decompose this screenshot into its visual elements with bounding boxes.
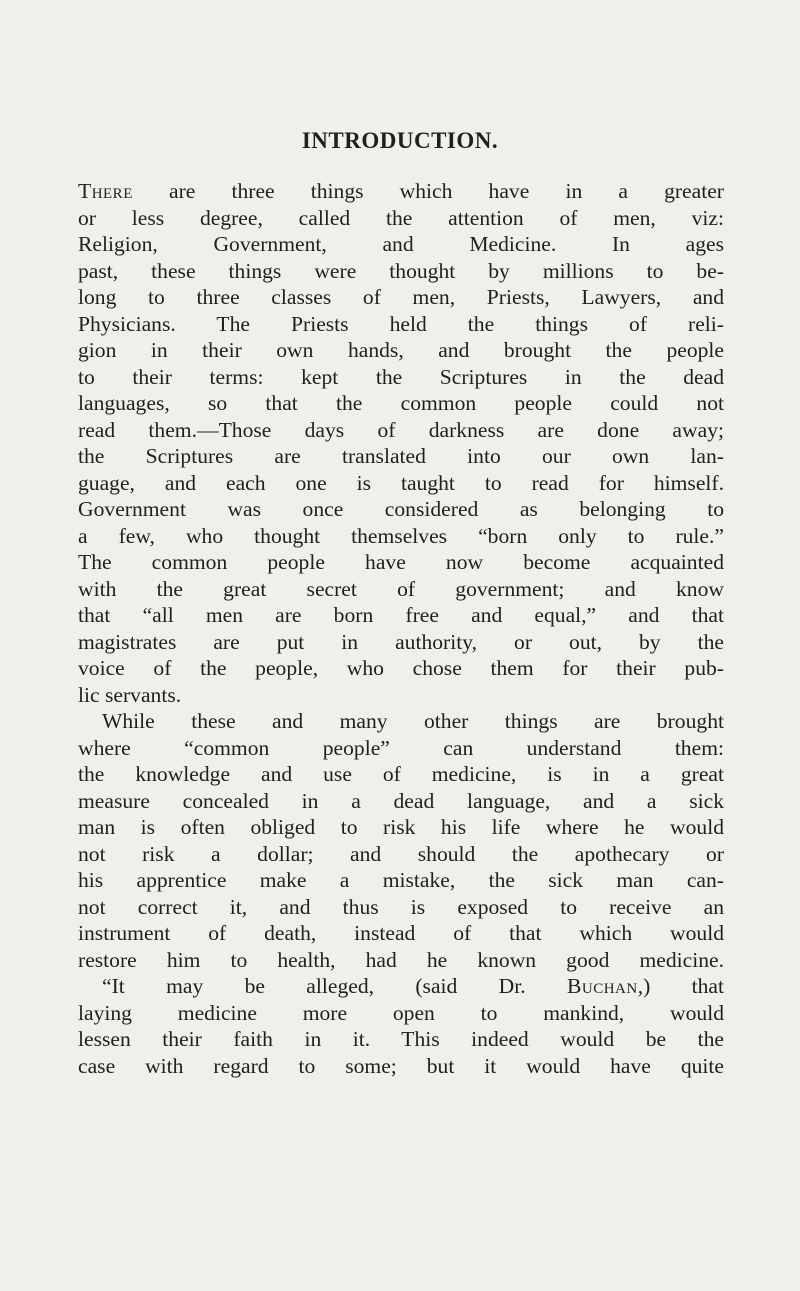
text-line-34: case with regard to some; but it would have quite bbox=[78, 1053, 724, 1078]
text-line-7: gion in their own hands, and brought the people bbox=[78, 338, 724, 362]
text-line-13: Government was once considered as belonging to bbox=[78, 497, 724, 521]
text-line-14: a few, who thought themselves “born only to rule.” bbox=[78, 523, 724, 548]
text-line-22: where “common people” can understand them: bbox=[78, 735, 724, 760]
text-line-2: or less degree, called the attention of men, viz: bbox=[78, 205, 724, 230]
text-line-21: While these and many other things are brought bbox=[102, 709, 724, 733]
drop-word: There bbox=[78, 179, 133, 203]
author-name: Buchan bbox=[566, 974, 638, 998]
text-line-11: the Scriptures are translated into our own lan- bbox=[78, 444, 724, 468]
text-line-26: not risk a dollar; and should the apothecary or bbox=[78, 841, 724, 866]
text-line-25: man is often obliged to risk his life where he would bbox=[78, 815, 724, 839]
text-line-23: the knowledge and use of medicine, is in a great bbox=[78, 762, 724, 786]
text-line-10: read them.—Those days of darkness are done away; bbox=[78, 417, 724, 442]
text-line-32: laying medicine more open to mankind, would bbox=[78, 1000, 724, 1025]
text-line-6: Physicians. The Priests held the things of reli- bbox=[78, 311, 724, 336]
text-line-31: “It may be alleged, (said Dr. Buchan,) that bbox=[102, 974, 724, 998]
text-line-30: restore him to health, had he known good medicine. bbox=[78, 947, 724, 972]
text-line-18: magistrates are put in authority, or out, by the bbox=[78, 629, 724, 654]
text-line-5: long to three classes of men, Priests, Lawyers, and bbox=[78, 285, 724, 309]
text-line-15: The common people have now become acquainted bbox=[78, 550, 724, 574]
text-line-20: lic servants. bbox=[78, 682, 182, 707]
text-line-28: not correct it, and thus is exposed to receive an bbox=[78, 894, 724, 919]
text-line-4: past, these things were thought by millions to be- bbox=[78, 258, 724, 283]
text-line-3: Religion, Government, and Medicine. In ages bbox=[78, 232, 724, 256]
text-line-27: his apprentice make a mistake, the sick man can- bbox=[78, 868, 724, 892]
text-line-33: lessen their faith in it. This indeed would be the bbox=[78, 1027, 724, 1051]
text-line-8: to their terms: kept the Scriptures in the dead bbox=[78, 364, 724, 389]
text-line-29: instrument of death, instead of that which would bbox=[78, 921, 724, 945]
page-heading: INTRODUCTION. bbox=[301, 128, 499, 153]
text-line-12: guage, and each one is taught to read for himself. bbox=[78, 470, 724, 495]
text-line-24: measure concealed in a dead language, and a sick bbox=[78, 788, 724, 813]
text-line-17: that “all men are born free and equal,” and that bbox=[78, 603, 724, 627]
text-line-9: languages, so that the common people could not bbox=[78, 391, 724, 415]
text-line-19: voice of the people, who chose them for their pub- bbox=[78, 656, 724, 680]
text-line-16: with the great secret of government; and know bbox=[78, 576, 724, 601]
body-text bbox=[78, 178, 724, 1079]
text-line-1: There are three things which have in a greater bbox=[78, 179, 724, 203]
